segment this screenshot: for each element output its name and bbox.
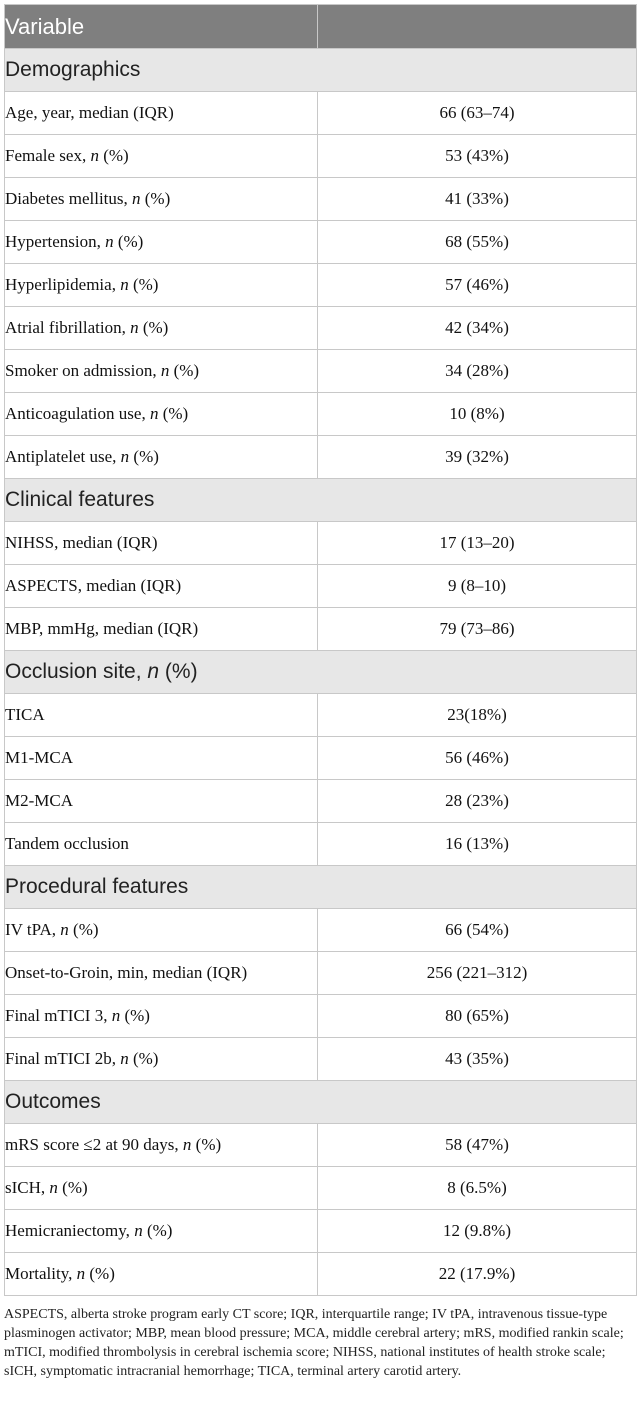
row-label-suffix: (%) bbox=[140, 189, 171, 208]
row-label-em: n bbox=[130, 318, 139, 337]
patient-characteristics-table bbox=[4, 4, 637, 1296]
row-label-text: Diabetes mellitus, bbox=[5, 189, 133, 208]
row-label-em: n bbox=[160, 361, 170, 380]
row-label bbox=[5, 264, 318, 307]
row-label-em: n bbox=[120, 447, 130, 466]
row-label-em: n bbox=[105, 232, 114, 251]
row-label-suffix: (%) bbox=[98, 146, 129, 165]
section-header-row bbox=[5, 866, 637, 909]
row-label-text: TICA bbox=[5, 705, 45, 724]
row-label bbox=[5, 135, 318, 178]
row-label-suffix: (%) bbox=[57, 1178, 88, 1197]
row-value: 53 (43%) bbox=[318, 135, 637, 178]
table-header-row bbox=[5, 5, 637, 49]
row-label-em: n bbox=[134, 1221, 143, 1240]
table-row bbox=[5, 307, 637, 350]
section-title-suffix: (%) bbox=[159, 660, 198, 683]
table-row bbox=[5, 1253, 637, 1296]
row-label-text: Mortality, bbox=[5, 1264, 77, 1283]
table-row bbox=[5, 1038, 637, 1081]
row-value: 9 (8–10) bbox=[318, 565, 637, 608]
row-value: 79 (73–86) bbox=[318, 608, 637, 651]
row-label-em: n bbox=[111, 1006, 121, 1025]
row-value: 23(18%) bbox=[318, 694, 637, 737]
row-label-text: M1-MCA bbox=[5, 748, 74, 767]
row-value: 41 (33%) bbox=[318, 178, 637, 221]
row-label bbox=[5, 1124, 318, 1167]
row-label-text: Onset-to-Groin, min, median (IQR) bbox=[5, 963, 248, 982]
row-label-suffix: (%) bbox=[129, 447, 159, 466]
section-title-text: Outcomes bbox=[5, 1090, 101, 1113]
row-label bbox=[5, 1210, 318, 1253]
table-row bbox=[5, 350, 637, 393]
row-label bbox=[5, 952, 318, 995]
row-value: 58 (47%) bbox=[318, 1124, 637, 1167]
row-label bbox=[5, 307, 318, 350]
row-label-suffix: (%) bbox=[113, 232, 144, 251]
row-label bbox=[5, 436, 318, 479]
row-label-text: Hyperlipidemia, bbox=[5, 275, 121, 294]
row-label-em: n bbox=[149, 404, 159, 423]
row-label bbox=[5, 393, 318, 436]
table-row bbox=[5, 221, 637, 264]
header-value bbox=[318, 5, 637, 49]
row-label bbox=[5, 92, 318, 135]
row-label bbox=[5, 1253, 318, 1296]
row-label-text: IV tPA, bbox=[5, 920, 61, 939]
row-label-text: NIHSS, median (IQR) bbox=[5, 533, 158, 552]
row-value: 17 (13–20) bbox=[318, 522, 637, 565]
row-label-text: ASPECTS, median (IQR) bbox=[5, 576, 182, 595]
table-row bbox=[5, 565, 637, 608]
row-label-em: n bbox=[90, 146, 99, 165]
row-label-text: M2-MCA bbox=[5, 791, 74, 810]
section-title bbox=[5, 866, 637, 909]
table-row bbox=[5, 952, 637, 995]
row-value: 57 (46%) bbox=[318, 264, 637, 307]
header-variable: Variable bbox=[5, 5, 318, 49]
section-title-text: Occlusion site, bbox=[5, 660, 148, 683]
row-value: 68 (55%) bbox=[318, 221, 637, 264]
row-value: 16 (13%) bbox=[318, 823, 637, 866]
row-label bbox=[5, 694, 318, 737]
section-title-em: n bbox=[147, 660, 160, 683]
table-body bbox=[5, 5, 637, 1296]
row-label-em: n bbox=[182, 1135, 192, 1154]
row-label bbox=[5, 565, 318, 608]
row-value: 8 (6.5%) bbox=[318, 1167, 637, 1210]
row-label-text: Age, year, median (IQR) bbox=[5, 103, 174, 122]
row-label bbox=[5, 1038, 318, 1081]
row-label-text: Antiplatelet use, bbox=[5, 447, 121, 466]
row-value: 22 (17.9%) bbox=[318, 1253, 637, 1296]
row-label-em: n bbox=[120, 1049, 129, 1068]
section-title-text: Clinical features bbox=[5, 488, 155, 511]
row-label-suffix: (%) bbox=[68, 920, 99, 939]
section-header-row bbox=[5, 651, 637, 694]
row-label-suffix: (%) bbox=[191, 1135, 222, 1154]
row-label-suffix: (%) bbox=[85, 1264, 115, 1283]
row-label-suffix: (%) bbox=[128, 1049, 159, 1068]
row-label bbox=[5, 221, 318, 264]
row-label-text: Female sex, bbox=[5, 146, 91, 165]
table-row bbox=[5, 608, 637, 651]
row-value: 66 (54%) bbox=[318, 909, 637, 952]
row-label-suffix: (%) bbox=[128, 275, 159, 294]
row-value: 256 (221–312) bbox=[318, 952, 637, 995]
row-label bbox=[5, 350, 318, 393]
row-value: 34 (28%) bbox=[318, 350, 637, 393]
table-row bbox=[5, 436, 637, 479]
row-label-text: Hemicraniectomy, bbox=[5, 1221, 135, 1240]
table-row bbox=[5, 393, 637, 436]
table-footnote: ASPECTS, alberta stroke program early CT score; IQR, interquartile range; IV tPA, intravenous tissue-type plasminogen activator; MBP, mean blood pressure; MCA, middle cerebral artery; mRS, modified rankin scale; mTICI, modified thrombolysis in cerebral ischemia score; NIHSS, national institutes of health stroke scale; sICH, symptomatic intracranial hemorrhage; TICA, terminal artery carotid artery. bbox=[4, 1307, 624, 1379]
row-label bbox=[5, 909, 318, 952]
row-label-suffix: (%) bbox=[169, 361, 200, 380]
row-label-em: n bbox=[132, 189, 141, 208]
row-label-suffix: (%) bbox=[158, 404, 189, 423]
section-title bbox=[5, 49, 637, 92]
row-label-em: n bbox=[120, 275, 129, 294]
row-label bbox=[5, 522, 318, 565]
row-label bbox=[5, 608, 318, 651]
row-value: 28 (23%) bbox=[318, 780, 637, 823]
table-row bbox=[5, 1210, 637, 1253]
row-label-em: n bbox=[60, 920, 69, 939]
table-row bbox=[5, 995, 637, 1038]
row-label-em: n bbox=[49, 1178, 58, 1197]
row-label-text: MBP, mmHg, median (IQR) bbox=[5, 619, 199, 638]
row-label-text: Final mTICI 3, bbox=[5, 1006, 112, 1025]
table-row bbox=[5, 522, 637, 565]
row-value: 10 (8%) bbox=[318, 393, 637, 436]
row-value: 56 (46%) bbox=[318, 737, 637, 780]
table-row bbox=[5, 178, 637, 221]
table-row bbox=[5, 135, 637, 178]
row-value: 42 (34%) bbox=[318, 307, 637, 350]
row-label bbox=[5, 737, 318, 780]
table-row bbox=[5, 737, 637, 780]
table-row bbox=[5, 823, 637, 866]
table-row bbox=[5, 92, 637, 135]
row-label-text: Atrial fibrillation, bbox=[5, 318, 131, 337]
table-row bbox=[5, 694, 637, 737]
section-title bbox=[5, 1081, 637, 1124]
row-value: 12 (9.8%) bbox=[318, 1210, 637, 1253]
table-row bbox=[5, 780, 637, 823]
section-title-text: Demographics bbox=[5, 58, 141, 81]
section-header-row bbox=[5, 479, 637, 522]
row-label-text: Smoker on admission, bbox=[5, 361, 161, 380]
row-value: 66 (63–74) bbox=[318, 92, 637, 135]
row-label-text: Final mTICI 2b, bbox=[5, 1049, 121, 1068]
table-row bbox=[5, 1167, 637, 1210]
section-header-row bbox=[5, 49, 637, 92]
row-label-suffix: (%) bbox=[138, 318, 169, 337]
table-row bbox=[5, 1124, 637, 1167]
section-header-row bbox=[5, 1081, 637, 1124]
row-label-text: sICH, bbox=[5, 1178, 50, 1197]
row-label-em: n bbox=[76, 1264, 86, 1283]
row-label-suffix: (%) bbox=[120, 1006, 150, 1025]
row-label bbox=[5, 1167, 318, 1210]
row-label-text: Hypertension, bbox=[5, 232, 106, 251]
row-label bbox=[5, 780, 318, 823]
row-value: 80 (65%) bbox=[318, 995, 637, 1038]
table-row bbox=[5, 909, 637, 952]
row-value: 39 (32%) bbox=[318, 436, 637, 479]
row-value: 43 (35%) bbox=[318, 1038, 637, 1081]
section-title bbox=[5, 651, 637, 694]
row-label-text: mRS score ≤2 at 90 days, bbox=[5, 1135, 183, 1154]
row-label bbox=[5, 178, 318, 221]
section-title-text: Procedural features bbox=[5, 875, 189, 898]
row-label bbox=[5, 823, 318, 866]
table-row bbox=[5, 264, 637, 307]
row-label-suffix: (%) bbox=[142, 1221, 173, 1240]
row-label-text: Anticoagulation use, bbox=[5, 404, 150, 423]
row-label-text: Tandem occlusion bbox=[5, 834, 129, 853]
row-label bbox=[5, 995, 318, 1038]
section-title bbox=[5, 479, 637, 522]
